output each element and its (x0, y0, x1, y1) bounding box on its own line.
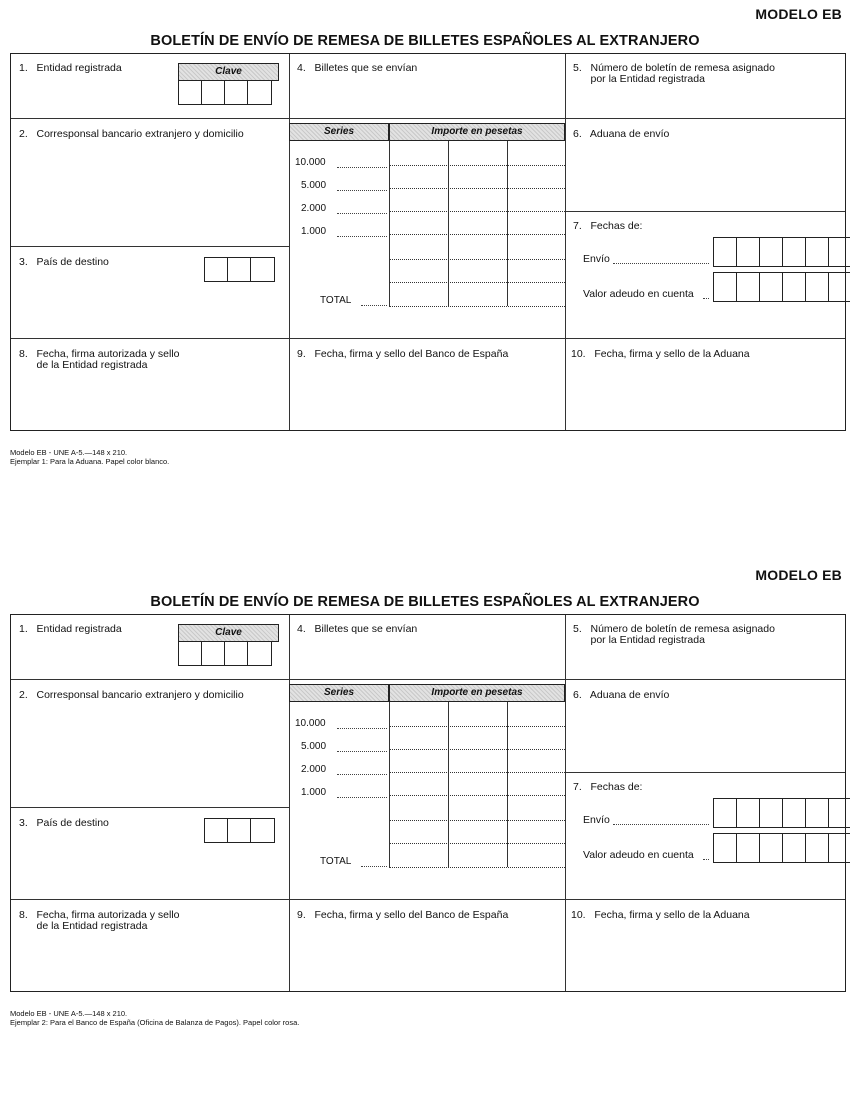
series-10000: 10.000 (295, 718, 326, 729)
series-2000: 2.000 (301, 203, 327, 214)
model-code: MODELO EB (755, 6, 842, 22)
field-3-label: 3. País de destino (19, 817, 109, 829)
clave-boxes[interactable] (178, 641, 272, 666)
row-divider (565, 118, 845, 119)
row-divider (565, 772, 845, 773)
series-2000: 2.000 (301, 764, 327, 775)
field-1-label: 1. Entidad registrada (19, 62, 122, 74)
form-copy-2 (0, 561, 850, 1110)
row-divider (11, 899, 845, 900)
clave-boxes[interactable] (178, 80, 272, 105)
clave-header: Clave (178, 63, 279, 81)
leader-dots (337, 797, 387, 798)
row-divider (565, 211, 845, 212)
series-5000: 5.000 (301, 741, 327, 752)
importe-row[interactable] (389, 843, 565, 844)
valor-label: Valor adeudo en cuenta (583, 849, 694, 861)
importe-row[interactable] (389, 188, 565, 189)
footer-note: Modelo EB - UNE A-5.—148 x 210. Ejemplar 1: Para la Aduana. Papel color blanco. (10, 448, 170, 466)
field-10-label: 10. Fecha, firma y sello de la Aduana (571, 909, 750, 921)
importe-total-row[interactable] (389, 867, 565, 868)
total-label: TOTAL (320, 295, 352, 306)
remittance-form (10, 53, 846, 431)
envio-label: Envío (583, 814, 610, 826)
row-divider (11, 338, 845, 339)
field-8-label: 8. Fecha, firma autorizada y sello de la Entidad registrada (19, 348, 180, 371)
model-code: MODELO EB (755, 567, 842, 583)
field-5-label: 5. Número de boletín de remesa asignado por la Entidad registrada (573, 623, 775, 646)
valor-label: Valor adeudo en cuenta (583, 288, 694, 300)
country-code-boxes[interactable] (204, 818, 275, 843)
row-divider (11, 118, 289, 119)
row-divider (11, 246, 289, 247)
leader-dots (703, 859, 709, 860)
footer-note: Modelo EB - UNE A-5.—148 x 210. Ejemplar 2: Para el Banco de España (Oficina de Balanza de Pagos). Papel color rosa. (10, 1009, 300, 1027)
field-9-label: 9. Fecha, firma y sello del Banco de España (297, 348, 509, 360)
series-header: Series (289, 123, 389, 141)
field-7-label: 7. Fechas de: (573, 781, 643, 793)
leader-dots (337, 236, 387, 237)
leader-dots (613, 263, 709, 264)
series-1000: 1.000 (301, 787, 327, 798)
remittance-form (10, 614, 846, 992)
importe-row[interactable] (389, 795, 565, 796)
field-5-label: 5. Número de boletín de remesa asignado por la Entidad registrada (573, 62, 775, 85)
total-label: TOTAL (320, 856, 352, 867)
importe-row[interactable] (389, 211, 565, 212)
leader-dots (337, 167, 387, 168)
row-divider (11, 679, 289, 680)
importe-row[interactable] (389, 234, 565, 235)
leader-dots (613, 824, 709, 825)
field-2-label: 2. Corresponsal bancario extranjero y domicilio (19, 128, 244, 140)
field-6-label: 6. Aduana de envío (573, 689, 670, 701)
field-1-label: 1. Entidad registrada (19, 623, 122, 635)
importe-total-row[interactable] (389, 306, 565, 307)
envio-date-boxes[interactable] (713, 798, 850, 828)
importe-row[interactable] (389, 259, 565, 260)
clave-header: Clave (178, 624, 279, 642)
envio-date-boxes[interactable] (713, 237, 850, 267)
row-divider (11, 807, 289, 808)
series-header: Series (289, 684, 389, 702)
field-10-label: 10. Fecha, firma y sello de la Aduana (571, 348, 750, 360)
column-divider (289, 615, 290, 991)
series-10000: 10.000 (295, 157, 326, 168)
form-title: BOLETÍN DE ENVÍO DE REMESA DE BILLETES ESPAÑOLES AL EXTRANJERO (150, 33, 700, 49)
importe-header: Importe en pesetas (389, 684, 565, 702)
field-8-label: 8. Fecha, firma autorizada y sello de la Entidad registrada (19, 909, 180, 932)
field-6-label: 6. Aduana de envío (573, 128, 670, 140)
field-2-label: 2. Corresponsal bancario extranjero y domicilio (19, 689, 244, 701)
leader-dots (703, 298, 709, 299)
valor-date-boxes[interactable] (713, 833, 850, 863)
envio-label: Envío (583, 253, 610, 265)
leader-dots (361, 305, 387, 306)
leader-dots (361, 866, 387, 867)
importe-row[interactable] (389, 749, 565, 750)
row-divider (289, 679, 565, 680)
field-3-label: 3. País de destino (19, 256, 109, 268)
importe-row[interactable] (389, 165, 565, 166)
series-1000: 1.000 (301, 226, 327, 237)
leader-dots (337, 190, 387, 191)
leader-dots (337, 774, 387, 775)
form-title: BOLETÍN DE ENVÍO DE REMESA DE BILLETES ESPAÑOLES AL EXTRANJERO (150, 594, 700, 610)
form-copy-1 (0, 0, 850, 549)
leader-dots (337, 751, 387, 752)
column-divider (565, 615, 566, 991)
importe-row[interactable] (389, 282, 565, 283)
valor-date-boxes[interactable] (713, 272, 850, 302)
leader-dots (337, 728, 387, 729)
column-divider (565, 54, 566, 430)
importe-row[interactable] (389, 772, 565, 773)
field-9-label: 9. Fecha, firma y sello del Banco de España (297, 909, 509, 921)
series-5000: 5.000 (301, 180, 327, 191)
row-divider (289, 118, 565, 119)
field-4-label: 4. Billetes que se envían (297, 623, 418, 635)
leader-dots (337, 213, 387, 214)
field-7-label: 7. Fechas de: (573, 220, 643, 232)
column-divider (289, 54, 290, 430)
field-4-label: 4. Billetes que se envían (297, 62, 418, 74)
importe-header: Importe en pesetas (389, 123, 565, 141)
country-code-boxes[interactable] (204, 257, 275, 282)
importe-row[interactable] (389, 726, 565, 727)
row-divider (565, 679, 845, 680)
importe-row[interactable] (389, 820, 565, 821)
